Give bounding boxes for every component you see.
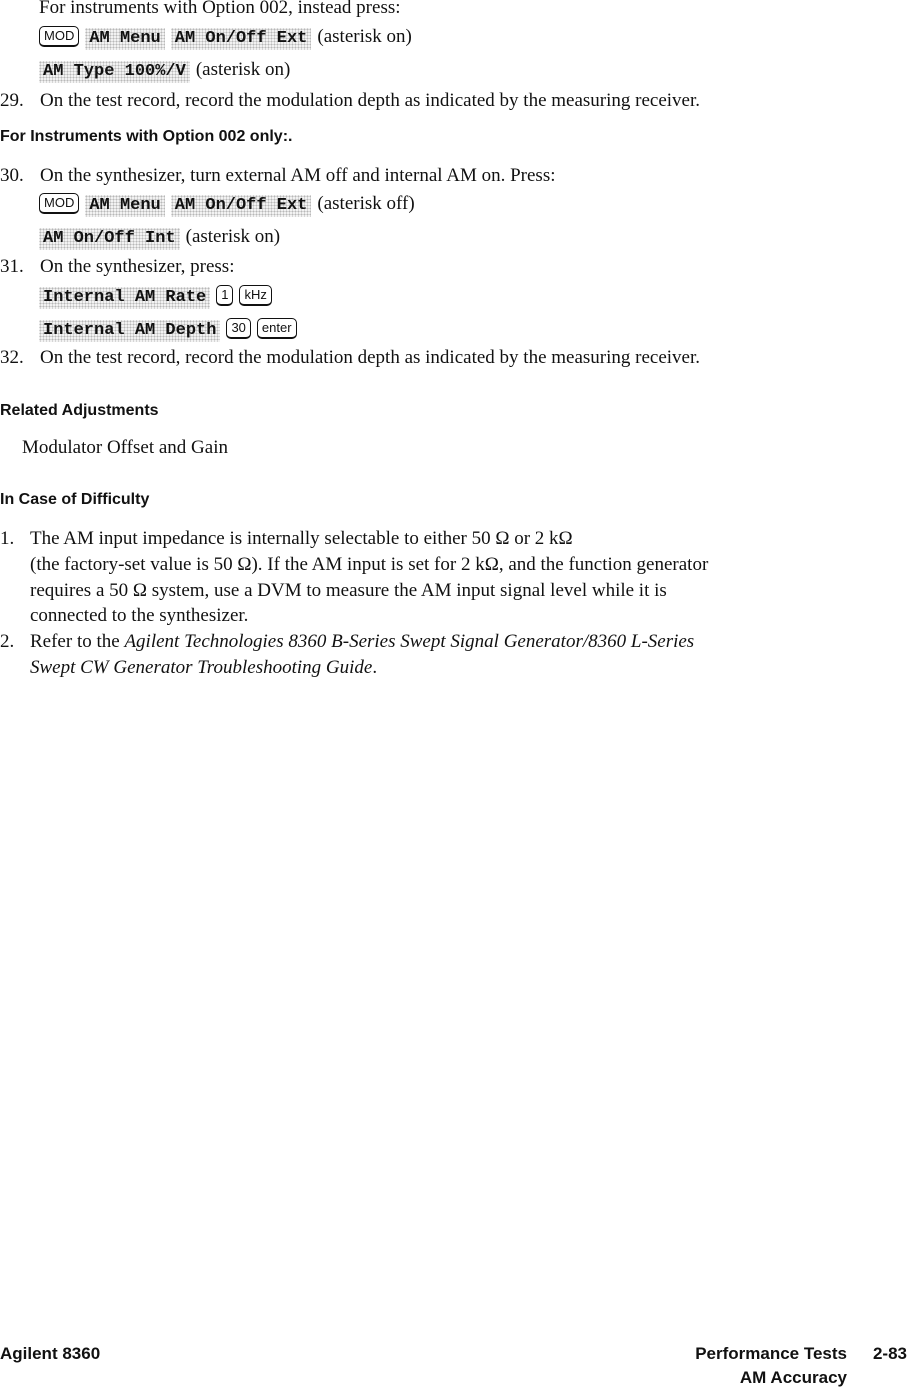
step-text: On the test record, record the modulation depth as indicated by the measuring receiver. [40,347,701,368]
step-31 [0,254,234,280]
key-30[interactable]: 30 [226,318,250,339]
item-prefix: Refer to the [30,631,125,652]
internal-am-depth-softkey[interactable]: Internal AM Depth [39,320,220,342]
step-30 [0,163,556,189]
step-text: On the synthesizer, turn external AM off and internal AM on. Press: [40,165,556,186]
am-onoff-ext-softkey[interactable]: AM On/Off Ext [171,195,312,217]
item-line: connected to the synthesizer. [30,605,249,626]
item-line: The AM input impedance is internally selectable to either 50 Ω or 2 kΩ [30,528,573,549]
opt002-keys-line2 [39,57,290,83]
difficulty-item-1 [0,526,573,552]
item-suffix: . [372,657,378,678]
am-type-softkey[interactable]: AM Type 100%/V [39,61,190,83]
item-number: 1. [0,528,15,549]
asterisk-note: (asterisk on) [195,59,291,80]
key-1[interactable]: 1 [216,285,233,306]
guide-title-line2 [30,655,377,681]
step-number: 32. [0,347,24,368]
step-text: On the test record, record the modulation depth as indicated by the measuring receiver. [40,90,701,111]
section-heading-option-002: For Instruments with Option 002 only:. [0,128,293,145]
step30-keys-line1 [39,191,415,217]
guide-title: Agilent Technologies 8360 B-Series Swept Signal Generator/8360 L-Series [124,631,695,652]
step31-keys-line1 [39,283,278,309]
internal-am-rate-softkey[interactable]: Internal AM Rate [39,287,210,309]
khz-key[interactable]: kHz [239,285,271,306]
am-menu-softkey[interactable]: AM Menu [85,195,164,217]
am-onoff-int-softkey[interactable]: AM On/Off Int [39,228,180,250]
footer-subtitle: AM Accuracy [739,1368,847,1387]
related-adjustment-item: Modulator Offset and Gain [22,437,228,458]
step-text: On the synthesizer, press: [40,256,235,277]
step-number: 30. [0,165,24,186]
am-menu-softkey[interactable]: AM Menu [85,28,164,50]
opt002-keys-line1 [39,24,412,50]
footer-product: Agilent 8360 [0,1344,101,1363]
item-number: 2. [0,631,15,652]
asterisk-note: (asterisk on) [317,26,412,47]
step-29 [0,88,700,114]
footer-page-number: 2-83 [872,1344,907,1363]
mod-hardkey[interactable]: MOD [39,193,79,214]
mod-hardkey[interactable]: MOD [39,26,79,47]
item-line: (the factory-set value is 50 Ω). If the AM input is set for 2 kΩ, and the function generator [30,554,709,575]
asterisk-note: (asterisk off) [317,193,415,214]
step-32 [0,345,700,371]
difficulty-heading: In Case of Difficulty [0,491,150,508]
related-adjustments-heading: Related Adjustments [0,402,159,419]
guide-title: Swept CW Generator Troubleshooting Guide [30,657,373,678]
step-number: 31. [0,256,24,277]
step30-keys-line2 [39,224,280,250]
difficulty-item-2 [0,629,694,655]
asterisk-note: (asterisk on) [185,226,281,247]
enter-key[interactable]: enter [257,318,297,339]
am-onoff-ext-softkey[interactable]: AM On/Off Ext [171,28,312,50]
step-number: 29. [0,90,24,111]
item-line: requires a 50 Ω system, use a DVM to measure the AM input signal level while it is [30,580,667,601]
footer-section: Performance Tests [695,1344,847,1363]
step31-keys-line2 [39,316,303,342]
intro-text: For instruments with Option 002, instead press: [39,0,401,18]
